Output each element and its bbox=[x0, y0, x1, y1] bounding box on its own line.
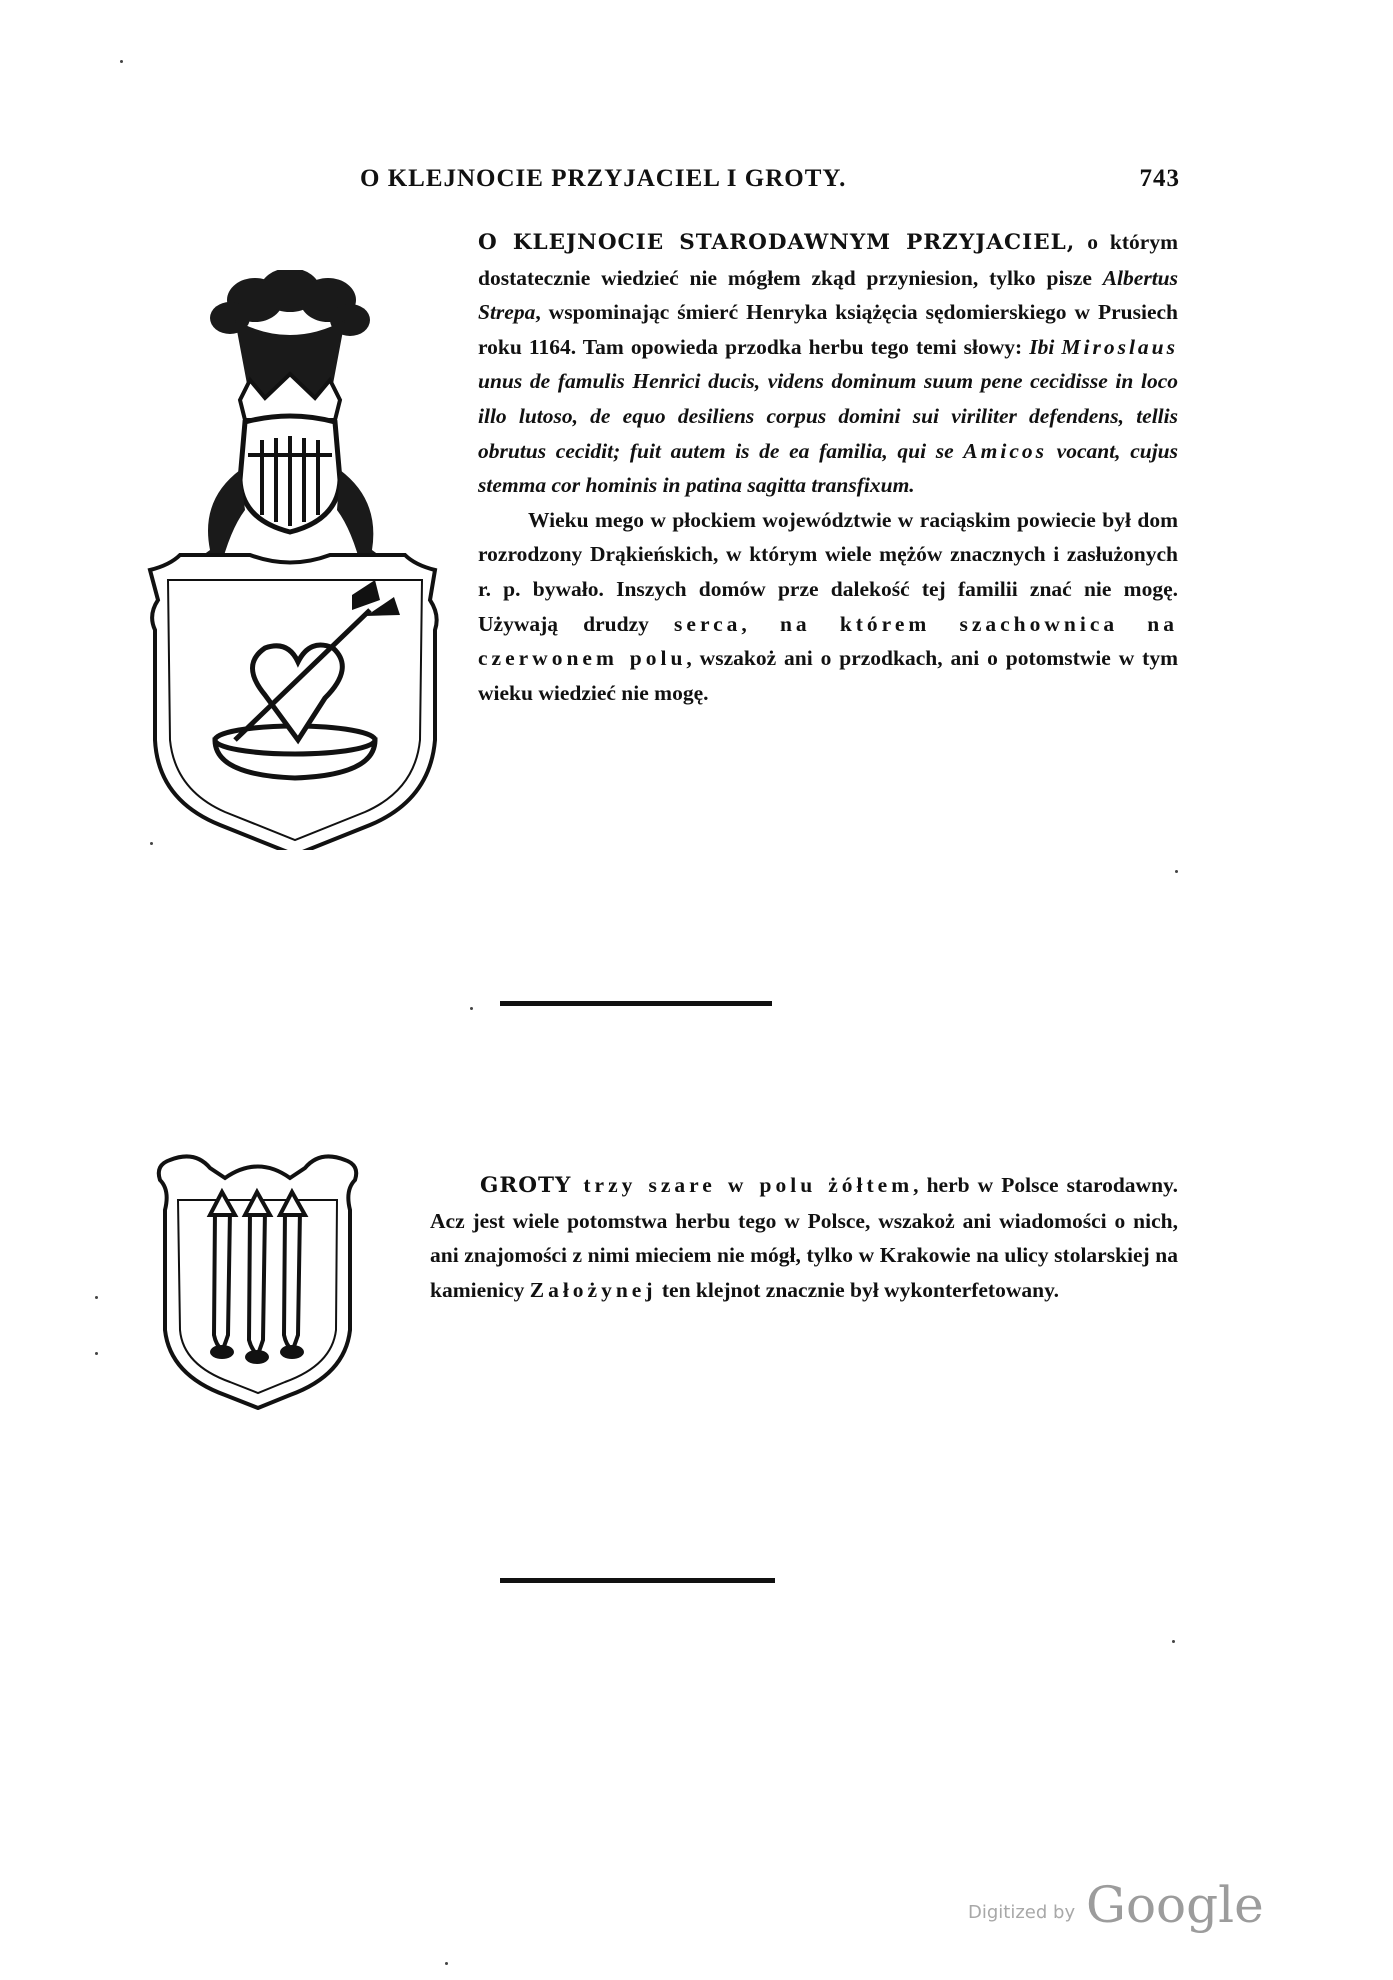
latin-quote: unus de famulis Henrici ducis, videns dominum suum pene cecidisse in loco illo lutoso, de equo desiliens corpus domini sui viriliter defendens, tellis obrutus cecidit; fuit autem is de ea familia, qui se bbox=[478, 369, 1178, 463]
entry-przyjaciel-text bbox=[478, 225, 1178, 710]
watermark-prefix: Digitized by bbox=[968, 1902, 1076, 1923]
entry-heading: O KLEJNOCIE STARODAWNYM PRZYJACIEL, bbox=[478, 230, 1076, 255]
latin-name: Miroslaus bbox=[1061, 334, 1178, 359]
section-rule bbox=[500, 1001, 772, 1006]
entry-text-segment: ten klejnot znacznie był wykonterfetowany. bbox=[656, 1277, 1060, 1302]
entry-text-segment: , herb w Polsce starodawny. Acz jest wiele potomstwa herbu tego w Polsce, wszakoż ani wiadomości o nich, ani znajomości z nimi mieciem nie mógł, tylko w Krakowie na ulicy stolarskiej na kamienicy bbox=[430, 1173, 1178, 1302]
entry-text-segment: , wspominając śmierć Henryka książęcia sędomierskiego w Prusiech roku 1164. Tam opowieda przodka herbu tego temi słowy: bbox=[478, 300, 1178, 359]
page-number: 743 bbox=[1139, 165, 1180, 192]
running-title: O KLEJNOCIE PRZYJACIEL I GROTY. bbox=[360, 165, 847, 192]
spaced-text: serca, na którem szachownica na czerwonem polu bbox=[478, 611, 1178, 671]
entry-text-segment: , wszakoż ani o przodkach, ani o potomstwie w tym wieku wiedzieć nie mogę. bbox=[478, 646, 1178, 705]
latin-name: Amicos bbox=[963, 438, 1047, 463]
scan-speck bbox=[445, 1962, 448, 1965]
three-arrowheads-shield-icon bbox=[150, 1150, 365, 1410]
entry-text-segment: o którym dostatecznie wiedzieć nie mógłem zkąd przyniesion, tylko pisze bbox=[478, 230, 1178, 290]
scan-speck bbox=[95, 1296, 98, 1299]
helmet-crest-icon bbox=[140, 270, 450, 850]
scan-speck bbox=[120, 60, 123, 63]
scan-speck bbox=[1172, 1640, 1175, 1643]
latin-quote: Ibi bbox=[1029, 334, 1062, 359]
spaced-text: trzy szare w polu żółtem bbox=[571, 1173, 914, 1197]
running-head bbox=[360, 165, 1180, 205]
scan-speck bbox=[95, 1352, 98, 1355]
entry-heading: GROTY bbox=[480, 1173, 572, 1198]
entry-text-segment: Wieku mego w płockiem województwie w raciąskim powiecie był dom rozrodzony Drąkieńskich, w którym wiele mężów znacznych i zasłużonych r. p. bywało. Inszych domów prze dalekość tej familii znać nie mogę. Używają drudzy bbox=[478, 507, 1178, 636]
scan-speck bbox=[470, 1007, 473, 1010]
entry-groty-text bbox=[430, 1168, 1178, 1307]
section-rule bbox=[500, 1578, 775, 1583]
latin-quote: vocant, cujus stemma cor hominis in patina sagitta transfixum. bbox=[478, 438, 1178, 498]
digitized-watermark bbox=[968, 1876, 1268, 1936]
author-name: Albertus Strepa bbox=[478, 265, 1178, 325]
scan-speck bbox=[150, 842, 153, 845]
house-name: Założynej bbox=[529, 1277, 657, 1302]
google-logo: Google bbox=[1086, 1876, 1264, 1934]
scan-speck bbox=[1175, 870, 1178, 873]
